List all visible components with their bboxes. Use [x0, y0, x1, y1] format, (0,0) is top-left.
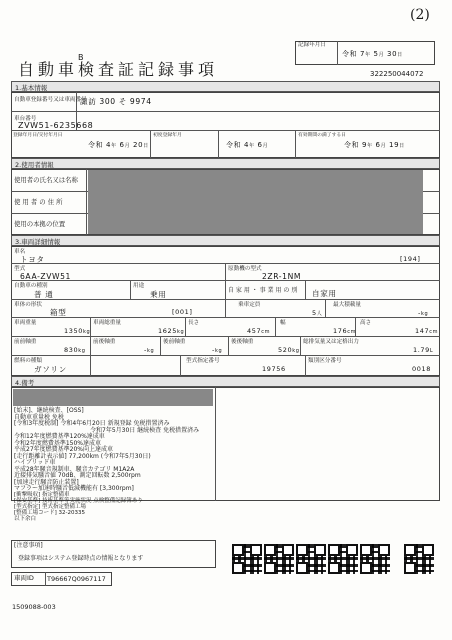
user-info-redaction	[88, 170, 423, 234]
qr-code-icon	[232, 544, 262, 574]
user-name-label: 使用者の氏名又は名称	[14, 176, 78, 184]
maxload-label: 最大積載量	[333, 302, 361, 308]
fr-value: -kg	[144, 346, 155, 354]
qr-code-icon	[296, 544, 326, 574]
model-label: 型式	[14, 266, 26, 272]
reg-number-value: 諏訪 300 そ 9974	[80, 97, 152, 106]
remark-line: 令和2年度燃費基準150%達成車	[14, 439, 101, 447]
remark-line: ハイブリッド車	[14, 459, 56, 466]
vehicle-id-label: 車両ID	[14, 574, 34, 582]
fr-label: 前後軸重	[93, 339, 116, 345]
base-location-label: 使用の本拠の位置	[14, 220, 66, 228]
disp-value: 1.79L	[413, 346, 434, 354]
type-no-label: 型式指定番号	[186, 358, 220, 364]
chassis-label: 車台番号	[14, 116, 37, 122]
capacity-value: 5人	[312, 309, 323, 317]
disp-label: 総排気量又は定格出力	[303, 339, 359, 345]
remark-line: [整備工場コード] 32-20335	[14, 509, 86, 516]
chassis-value: ZVW51-6235668	[18, 121, 94, 130]
remark-line: [型式指定] 型式指定整備工場	[14, 503, 87, 510]
remark-line: 近接排気騒音値 70dB、測定回転数 2,500rpm	[14, 472, 141, 479]
fuel-label: 燃料の種類	[14, 358, 42, 364]
height-value: 147cm	[415, 327, 439, 335]
section-vehicle-header: 3.車両詳細情報	[11, 235, 440, 246]
qr-code-icon	[404, 544, 434, 574]
notice-title: [注意事項]	[14, 542, 43, 549]
capacity-label: 乗車定員	[238, 302, 261, 308]
remark-line: [走行距離計表示値] 77,200km (令和7年5月30日)	[14, 452, 151, 460]
engine-value: 2ZR-1NM	[262, 272, 302, 281]
doc-number: 322250044072	[370, 70, 424, 78]
maker-value: トヨタ	[20, 255, 45, 264]
remark-line: 以下余白	[14, 515, 37, 522]
remark-line: 平成28年騒音規制車、騒音カテゴリ M1A2A	[14, 465, 135, 473]
fuel-value: ガソリン	[34, 365, 67, 374]
remark-line: [加速走行騒音防止装置]	[14, 478, 79, 486]
use-value: 乗用	[150, 290, 167, 299]
expiry-value: 令和 9年 6月 19日	[344, 141, 405, 149]
use-label: 用途	[133, 283, 145, 289]
maker-code: [194]	[400, 255, 421, 263]
maker-label: 車名	[14, 249, 26, 255]
maxload-value: -kg	[418, 309, 429, 317]
vehicle-id-value: T96667Q0967117	[47, 575, 106, 583]
top-mark: B	[78, 53, 84, 62]
remark-line: 令和12年度燃費基準120%達成車	[14, 433, 105, 440]
expiry-label: 有効期間の満了する日	[298, 133, 346, 138]
model-value: 6AA-ZVW51	[20, 272, 71, 281]
rr-value: 520kg	[278, 346, 300, 354]
qr-code-icon	[360, 544, 390, 574]
footer-code: 1509088-003	[12, 603, 56, 611]
rr-label: 後後軸重	[231, 339, 254, 345]
reg-number-label: 自動車登録番号又は車両番号	[14, 97, 87, 103]
height-label: 高さ	[360, 320, 372, 326]
class-no-label: 類別区分番号	[308, 358, 342, 364]
kind-value: 普 通	[34, 290, 54, 299]
rf-value: -kg	[212, 346, 223, 354]
length-value: 457cm	[247, 327, 271, 335]
remark-line: [保安基準] 技術基準等実施状況 点検整備記録簿あり	[14, 497, 143, 504]
class-no-value: 0018	[412, 365, 431, 373]
gross-label: 車両総重量	[93, 320, 121, 326]
remark-line: [始末]、継続検査、[OSS]	[14, 407, 84, 414]
section-basic-header: 1.基本情報	[11, 81, 440, 92]
kind-label: 自動車の種別	[14, 283, 48, 289]
purpose-value: 自家用	[312, 289, 337, 298]
record-date-value: 令和 7年 5月 30日	[342, 50, 403, 58]
weight-label: 車両重量	[14, 320, 37, 326]
qr-code-icon	[328, 544, 358, 574]
body-label: 車体の形状	[14, 302, 42, 308]
length-label: 長さ	[188, 320, 200, 326]
width-label: 幅	[280, 320, 286, 326]
first-year-value: 令和 4年 6月	[226, 141, 269, 149]
ff-label: 前前軸重	[14, 339, 37, 345]
first-reg-label: 登録年月日/交付年月日	[13, 133, 63, 138]
rf-label: 後前軸重	[163, 339, 186, 345]
ff-value: 830kg	[64, 346, 86, 354]
remark-line: マフラー加速時騒音低減機能有 [3,300rpm]	[14, 485, 134, 492]
page-title: 自動車検査証記録事項	[18, 60, 219, 79]
remark-line: [令和3年度税制] 令和4年6月20日 新規登録 免税措置済み	[14, 420, 170, 427]
section-remarks-header: 4.備考	[11, 376, 440, 387]
body-value: 箱型	[50, 308, 67, 317]
record-date-label: 記録年月日	[298, 42, 326, 48]
remark-line: [衝撃吸収] 指定整備車	[14, 491, 70, 498]
width-value: 176cm	[333, 327, 357, 335]
first-reg-value: 令和 4年 6月 20日	[88, 141, 149, 149]
remark-line: 自動車重量税 免税	[14, 413, 64, 421]
notice-text: 登録事項はシステム登録時点の情報となります	[18, 555, 144, 562]
section-user-header: 2.使用者情報	[11, 158, 440, 169]
user-address-label: 使 用 者 の 住 所	[14, 198, 63, 206]
weight-value: 1350kg	[64, 327, 91, 335]
remark-line: 平成27年度燃費基準20%向上達成車	[14, 446, 113, 453]
type-no-value: 19756	[262, 365, 286, 373]
remarks-redaction	[13, 389, 213, 406]
body-code: [001]	[172, 308, 193, 316]
engine-label: 原動機の型式	[228, 266, 262, 272]
purpose-label: 自 家 用 ・ 事 業 用 の 別	[228, 287, 298, 294]
qr-code-icon	[264, 544, 294, 574]
gross-value: 1625kg	[158, 327, 185, 335]
corner-mark: (2)	[410, 7, 430, 23]
remark-line: 令和7年5月30日 継続検査 免税措置済み	[90, 426, 200, 434]
first-year-label: 初度登録年月	[153, 133, 182, 138]
